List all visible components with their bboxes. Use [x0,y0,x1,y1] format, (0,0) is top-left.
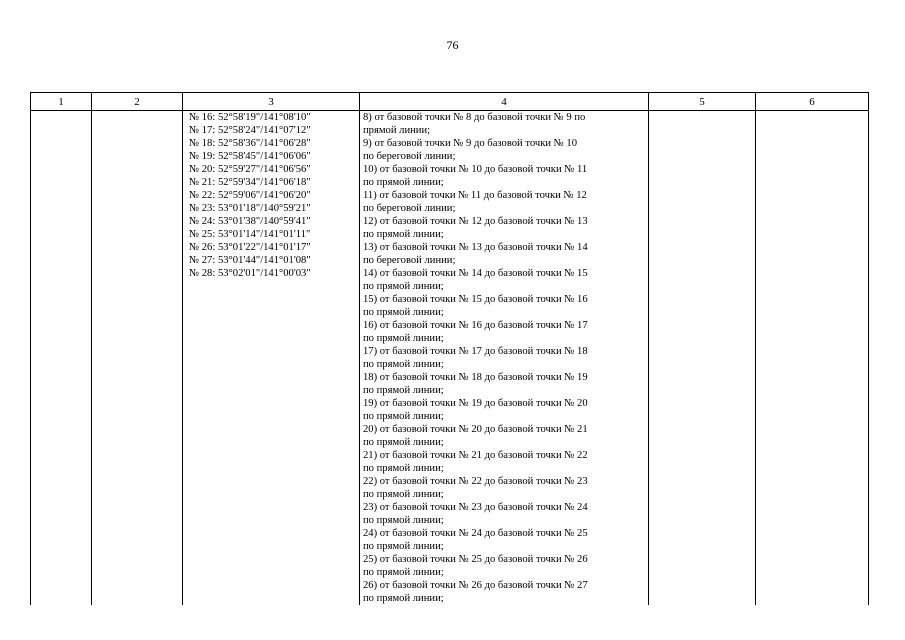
boundary-entry [363,241,648,267]
cell-col-3-coordinates [183,111,360,606]
boundary-entry [363,553,648,579]
entry-line: по береговой линии; [363,203,456,214]
boundary-entry [363,423,648,449]
entry-line: 23) от базовой точки № 23 до базовой точки № 24 [363,502,588,513]
column-header-4: 4 [360,93,649,111]
entry-line: 18) от базовой точки № 18 до базовой точки № 19 [363,372,588,383]
entry-line: 12) от базовой точки № 12 до базовой точки № 13 [363,216,588,227]
cell-col-2 [92,111,183,606]
entry-line: по прямой линии; [363,385,444,396]
coordinate-item: № 24: 53°01'38"/140°59'41" [189,216,311,227]
coordinate-item: № 18: 52°58'36"/141°06'28" [189,138,311,149]
entry-line: 11) от базовой точки № 11 до базовой точки № 12 [363,190,587,201]
entry-line: по прямой линии; [363,593,444,604]
boundary-entry [363,215,648,241]
coordinate-item: № 19: 52°58'45"/141°06'06" [189,151,311,162]
entry-line: 8) от базовой точки № 8 до базовой точки № 9 по [363,112,586,123]
entry-line: 24) от базовой точки № 24 до базовой точки № 25 [363,528,588,539]
table-header-row [31,93,869,111]
entry-line: 13) от базовой точки № 13 до базовой точки № 14 [363,242,588,253]
coordinate-item: № 28: 53°02'01"/141°00'03" [189,268,311,279]
coordinate-item: № 26: 53°01'22"/141°01'17" [189,242,311,253]
boundary-entry [363,579,648,605]
entry-line: 26) от базовой точки № 26 до базовой точки № 27 [363,580,588,591]
entry-line: 19) от базовой точки № 19 до базовой точки № 20 [363,398,588,409]
boundary-entry [363,397,648,423]
data-table [30,92,869,605]
boundary-entry [363,111,648,137]
boundary-entry [363,319,648,345]
entry-line: по прямой линии; [363,177,444,188]
column-header-6: 6 [756,93,869,111]
entry-line: 14) от базовой точки № 14 до базовой точки № 15 [363,268,588,279]
entry-line: по прямой линии; [363,567,444,578]
column-header-3: 3 [183,93,360,111]
boundary-entry [363,189,648,215]
boundary-entry [363,527,648,553]
entry-line: по прямой линии; [363,229,444,240]
entry-line: по прямой линии; [363,463,444,474]
entry-line: 25) от базовой точки № 25 до базовой точки № 26 [363,554,588,565]
entry-line: 10) от базовой точки № 10 до базовой точки № 11 [363,164,588,175]
column-header-2: 2 [92,93,183,111]
coordinate-item: № 21: 52°59'34"/141°06'18" [189,177,311,188]
boundary-entry [363,137,648,163]
coordinate-item: № 23: 53°01'18"/140°59'21" [189,203,311,214]
entry-line: прямой линии; [363,125,431,136]
entry-line: 22) от базовой точки № 22 до базовой точки № 23 [363,476,588,487]
cell-col-4-boundary-description [360,111,649,606]
boundary-entry [363,293,648,319]
entry-line: по береговой линии; [363,255,456,266]
coordinate-item: № 27: 53°01'44"/141°01'08" [189,255,311,266]
entry-line: по прямой линии; [363,333,444,344]
boundary-entry [363,501,648,527]
page-number: 76 [446,38,459,52]
cell-col-5 [649,111,756,606]
column-header-1: 1 [31,93,92,111]
entry-line: по прямой линии; [363,437,444,448]
boundary-entry [363,163,648,189]
entry-line: 9) от базовой точки № 9 до базовой точки № 10 [363,138,578,149]
entry-line: по прямой линии; [363,307,444,318]
boundary-entry [363,267,648,293]
cell-col-6 [756,111,869,606]
entry-line: по прямой линии; [363,281,444,292]
coordinate-item: № 22: 52°59'06"/141°06'20" [189,190,311,201]
coordinate-item: № 16: 52°58'19"/141°08'10" [189,112,311,123]
entry-line: по береговой линии; [363,151,456,162]
entry-line: 21) от базовой точки № 21 до базовой точки № 22 [363,450,588,461]
entry-line: 16) от базовой точки № 16 до базовой точки № 17 [363,320,588,331]
column-header-5: 5 [649,93,756,111]
entry-line: по прямой линии; [363,359,444,370]
entry-line: по прямой линии; [363,489,444,500]
coordinate-item: № 20: 52°59'27"/141°06'56" [189,164,311,175]
entry-line: по прямой линии; [363,515,444,526]
entry-line: по прямой линии; [363,411,444,422]
entry-line: 15) от базовой точки № 15 до базовой точки № 16 [363,294,588,305]
coordinate-item: № 17: 52°58'24"/141°07'12" [189,125,311,136]
boundary-entry [363,475,648,501]
boundary-list [363,111,648,605]
cell-col-1 [31,111,92,606]
coordinate-item: № 25: 53°01'14"/141°01'11" [189,229,311,240]
boundary-entry [363,449,648,475]
boundary-entry [363,371,648,397]
coordinate-list [189,111,359,280]
boundary-entry [363,345,648,371]
table-row [31,111,869,606]
entry-line: 20) от базовой точки № 20 до базовой точки № 21 [363,424,588,435]
entry-line: по прямой линии; [363,541,444,552]
entry-line: 17) от базовой точки № 17 до базовой точки № 18 [363,346,588,357]
